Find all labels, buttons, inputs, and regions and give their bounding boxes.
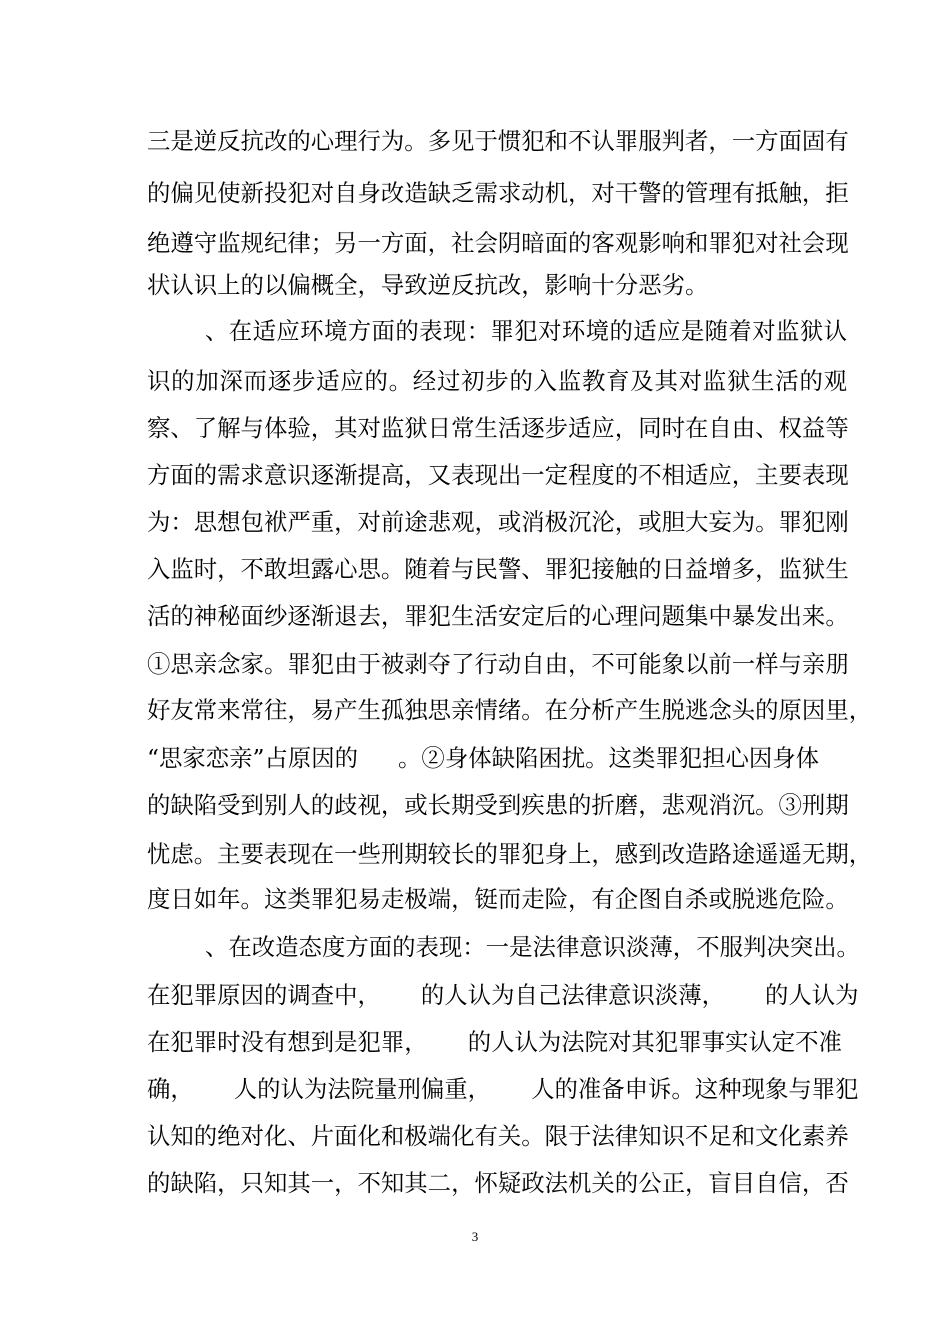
text-line: 活的神秘面纱逐渐退去，罪犯生活安定后的心理问题集中暴发出来。 (147, 602, 849, 630)
text-segment: 的人认为自己法律意识淡薄， (420, 981, 725, 1009)
text-segment: 确， (147, 1075, 194, 1103)
text-line: ①思亲念家。罪犯由于被剥夺了行动自由，不可能象以前一样与亲朋 (147, 650, 849, 678)
text-segment: 的人认为法院对其犯罪事实认定不准 (467, 1028, 842, 1056)
text-segment: 在犯罪时没有想到是犯罪， (147, 1028, 428, 1056)
text-line: 状认识上的以偏概全，导致逆反抗改，影响十分恶劣。 (147, 271, 709, 299)
text-line: 绝遵守监规纪律；另一方面，社会阴暗面的客观影响和罪犯对社会现 (147, 229, 849, 257)
text-line: 认知的绝对化、片面化和极端化有关。限于法律知识不足和文化素养 (147, 1122, 849, 1150)
paragraph-heading-line: 、在改造态度方面的表现：一是法律意识淡薄，不服判决突出。 (205, 933, 860, 961)
text-line: 忧虑。主要表现在一些刑期较长的罪犯身上，感到改造路途遥遥无期， (147, 840, 873, 868)
text-line: 察、了解与体验，其对监狱日常生活逐步适应，同时在自由、权益等 (147, 414, 849, 442)
text-line: 好友常来常往，易产生孤独思亲情绪。在分析产生脱逃念头的原因里， (147, 696, 873, 724)
text-segment: 。②身体缺陷困扰。这类罪犯担心因身体 (398, 744, 820, 772)
paragraph-heading-line: 、在适应环境方面的表现：罪犯对环境的适应是随着对监狱认 (205, 317, 847, 345)
text-segment: 人的准备申诉。这种现象与罪犯 (531, 1075, 859, 1103)
text-line: 度日如年。这类罪犯易走极端，铤而走险，有企图自杀或脱逃危险。 (147, 885, 849, 913)
text-line: 的缺陷，只知其一，不知其二，怀疑政法机关的公正，盲目自信，否 (147, 1169, 849, 1197)
text-line: 方面的需求意识逐渐提高，又表现出一定程度的不相适应，主要表现 (147, 461, 849, 489)
page-number: 3 (471, 1229, 479, 1244)
text-segment: 的人认为 (764, 981, 859, 1009)
text-line: 识的加深而逐步适应的。经过初步的入监教育及其对监狱生活的观 (147, 367, 847, 395)
text-line: 为：思想包袱严重，对前途悲观，或消极沉沦，或胆大妄为。罪犯刚 (147, 508, 849, 536)
text-line (147, 1074, 859, 1104)
text-line: 三是逆反抗改的心理行为。多见于惯犯和不认罪服判者，一方面固有 (147, 127, 849, 155)
text-line (147, 1027, 847, 1057)
text-line: 入监时，不敢坦露心思。随着与民警、罪犯接触的日益增多，监狱生 (147, 555, 849, 583)
text-segment: 人的认为法院量刑偏重， (233, 1075, 492, 1103)
text-segment: “思家恋亲”占原因的 (147, 744, 359, 772)
text-line (147, 980, 859, 1010)
text-line (147, 743, 847, 773)
text-line: 的偏见使新投犯对自身改造缺乏需求动机，对干警的管理有抵触，拒 (147, 179, 849, 207)
text-segment: 在犯罪原因的调查中， (147, 981, 381, 1009)
text-line: 的缺陷受到别人的歧视，或长期受到疾患的折磨，悲观消沉。③刑期 (147, 791, 849, 819)
